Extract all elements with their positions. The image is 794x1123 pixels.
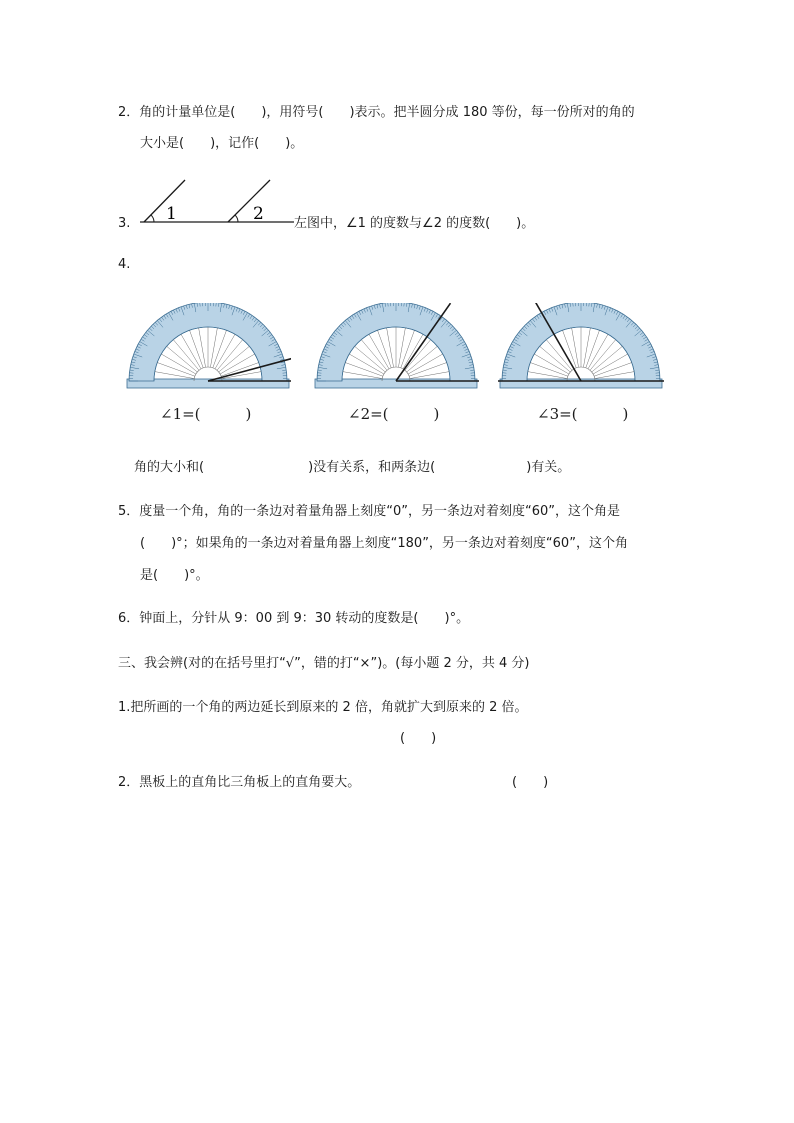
- radial-guide-line: [345, 363, 383, 377]
- protractor-1: [125, 303, 291, 391]
- angle-2-caption: ∠2=( ): [348, 405, 440, 423]
- radial-guide-line: [161, 354, 196, 374]
- q3-number: 3.: [118, 216, 131, 231]
- radial-guide-line: [534, 354, 569, 374]
- radial-guide-line: [190, 330, 204, 368]
- radial-guide-line: [343, 372, 382, 379]
- q3-text: 左图中，∠1 的度数与∠2 的度数( )。: [294, 216, 535, 231]
- radial-guide-line: [349, 354, 384, 374]
- radial-guide-line: [572, 328, 579, 367]
- radial-guide-line: [410, 372, 449, 379]
- q4-number: 4.: [118, 257, 131, 272]
- angle-1-caption: ∠1=( ): [160, 405, 252, 423]
- radial-guide-line: [586, 330, 600, 368]
- radial-guide-line: [210, 328, 217, 367]
- radial-guide-line: [387, 328, 394, 367]
- protractor-2: [313, 303, 479, 391]
- radial-guide-line: [155, 372, 194, 379]
- ray-1: [144, 180, 185, 222]
- radial-guide-line: [595, 372, 634, 379]
- q5-line1: 5．度量一个角，角的一条边对着量角器上刻度“0”，另一条边对着刻度“60”，这个角是: [118, 504, 621, 519]
- q2-line1: 2．角的计量单位是( )，用符号( )表示。把半圆分成 180 等份，每一份所对的角的: [118, 105, 635, 120]
- section3-heading: 三、我会辨(对的在括号里打“√”，错的打“×”)。(每小题 2 分，共 4 分): [118, 656, 530, 671]
- radial-guide-line: [398, 328, 405, 367]
- angle-label-2: 2: [253, 204, 264, 224]
- radial-guide-line: [588, 334, 608, 369]
- radial-guide-line: [378, 330, 392, 368]
- s3-item2-answer: ( ): [512, 775, 549, 790]
- radial-guide-line: [583, 328, 590, 367]
- angle-3-caption: ∠3=( ): [537, 405, 629, 423]
- radial-guide-line: [528, 372, 567, 379]
- q2-line2: 大小是( )，记作( )。: [140, 136, 304, 151]
- radial-guide-line: [369, 334, 389, 369]
- radial-guide-line: [530, 363, 568, 377]
- q5-line2: ( )°；如果角的一条边对着量角器上刻度“180”，另一条边对着刻度“60”，这个角: [140, 536, 628, 551]
- angle-arc-1: [151, 215, 154, 222]
- radial-guide-line: [199, 328, 206, 367]
- radial-guide-line: [157, 363, 195, 377]
- radial-guide-line: [181, 334, 201, 369]
- radial-guide-line: [215, 334, 235, 369]
- s3-item2-text: 2．黑板上的直角比三角板上的直角要大。: [118, 775, 361, 790]
- q4-conclusion: 角的大小和( )没有关系，和两条边( )有关。: [134, 460, 571, 475]
- radial-guide-line: [594, 363, 632, 377]
- radial-guide-line: [409, 363, 447, 377]
- radial-guide-line: [593, 354, 628, 374]
- angle-arc-2: [235, 215, 238, 222]
- q5-line3: 是( )°。: [140, 568, 209, 583]
- radial-guide-line: [403, 334, 423, 369]
- s3-item1-answer: ( ): [400, 731, 437, 746]
- q6-text: 6．钟面上，分针从 9：00 到 9：30 转动的度数是( )°。: [118, 611, 470, 626]
- protractor-3: [498, 303, 664, 391]
- s3-item1-text: 1.把所画的一个角的两边延长到原来的 2 倍，角就扩大到原来的 2 倍。: [118, 700, 528, 715]
- radial-guide-line: [213, 330, 227, 368]
- angle-label-1: 1: [166, 204, 177, 224]
- radial-guide-line: [220, 354, 255, 374]
- parallel-angles-figure: [136, 177, 296, 227]
- radial-guide-line: [401, 330, 415, 368]
